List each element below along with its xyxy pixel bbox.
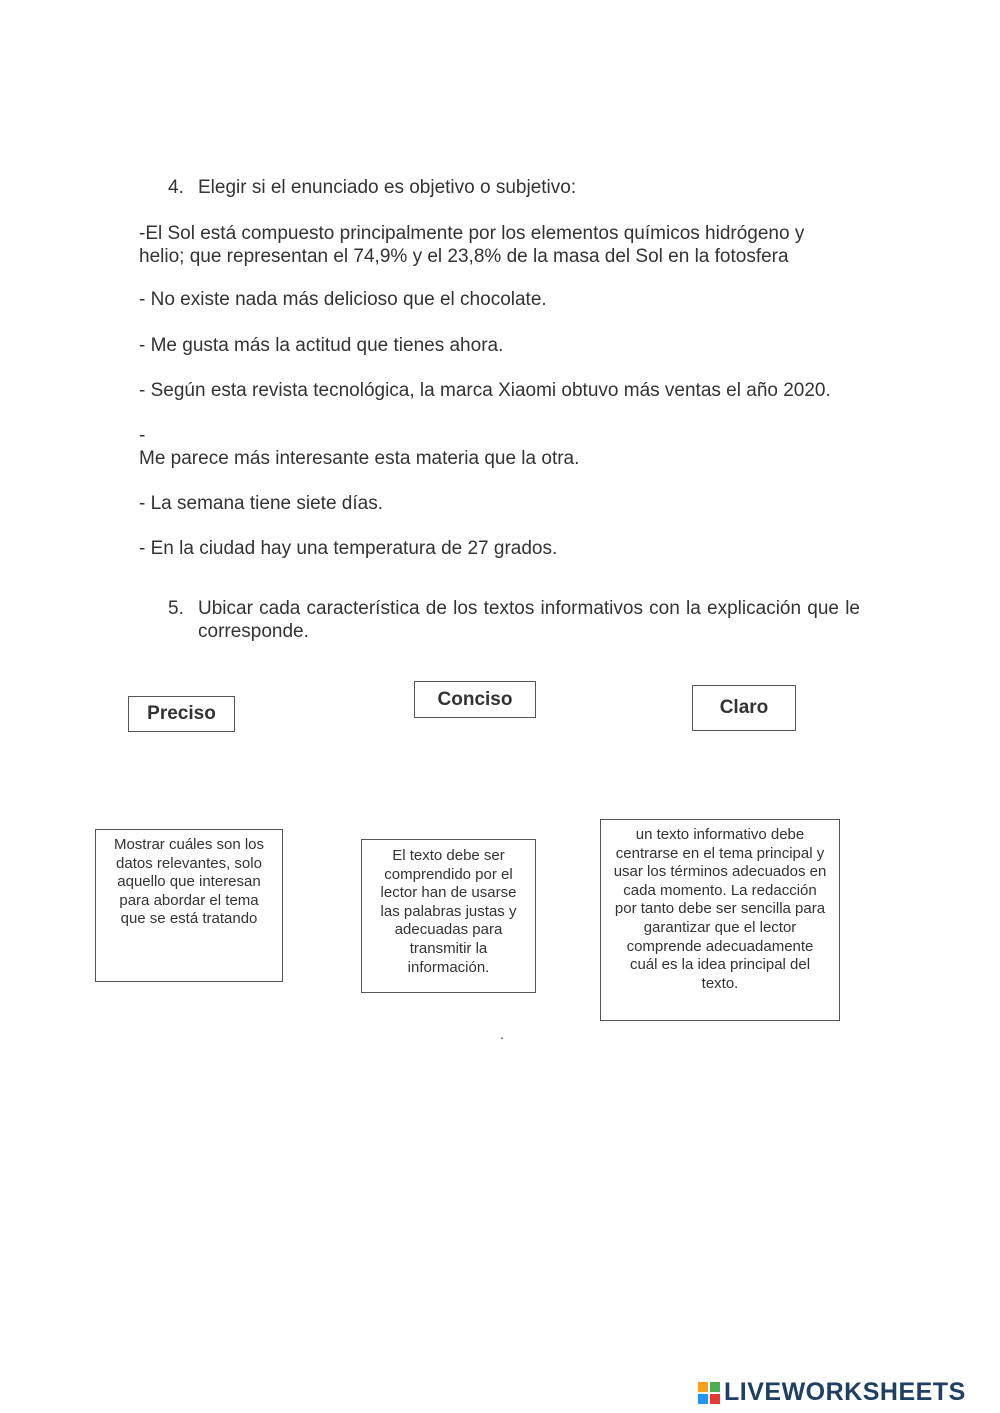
question-5-number: 5. [168, 598, 184, 619]
logo-squares-icon [698, 1382, 720, 1404]
logo-square [710, 1382, 720, 1392]
logo-square [710, 1394, 720, 1404]
liveworksheets-logo[interactable] [698, 1378, 966, 1407]
label-conciso[interactable]: Conciso [414, 681, 536, 718]
question-4-title [168, 176, 576, 199]
label-claro[interactable]: Claro [692, 685, 796, 731]
logo-text: LIVEWORKSHEETS [724, 1378, 966, 1406]
definition-box-3: un texto informativo debe centrarse en el tema principal y usar los términos adecuados en cada momento. La redacción por tanto debe ser sencilla para garantizar que el lector comprende adecuadamente cuál es la idea principal del texto. [600, 819, 840, 1021]
question-5-title [168, 597, 860, 643]
statement-5-dash: - [139, 425, 146, 446]
statement-7: - En la ciudad hay una temperatura de 27 grados. [139, 538, 558, 559]
stray-dot: . [500, 1026, 504, 1042]
statement-2: - No existe nada más delicioso que el chocolate. [139, 289, 547, 310]
logo-square [698, 1394, 708, 1404]
question-5-text: Ubicar cada característica de los textos informativos con la explicación que le corresponde. [198, 598, 860, 642]
statement-5: Me parece más interesante esta materia que la otra. [139, 448, 580, 469]
label-preciso[interactable]: Preciso [128, 696, 235, 732]
definition-box-2: El texto debe ser comprendido por el lector han de usarse las palabras justas y adecuadas para transmitir la información. [361, 839, 536, 993]
statement-3: - Me gusta más la actitud que tienes ahora. [139, 335, 504, 356]
statement-4: - Según esta revista tecnológica, la marca Xiaomi obtuvo más ventas el año 2020. [139, 380, 831, 401]
statement-6: - La semana tiene siete días. [139, 493, 383, 514]
statement-1: -El Sol está compuesto principalmente por los elementos químicos hidrógeno y helio; que representan el 74,9% y el 23,8% de la masa del Sol en la fotosfera [139, 223, 805, 267]
definition-box-1: Mostrar cuáles son los datos relevantes, solo aquello que interesan para abordar el tema que se está tratando [95, 829, 283, 982]
question-4-text: Elegir si el enunciado es objetivo o subjetivo: [198, 177, 577, 198]
question-4-number: 4. [168, 177, 184, 198]
logo-square [698, 1382, 708, 1392]
